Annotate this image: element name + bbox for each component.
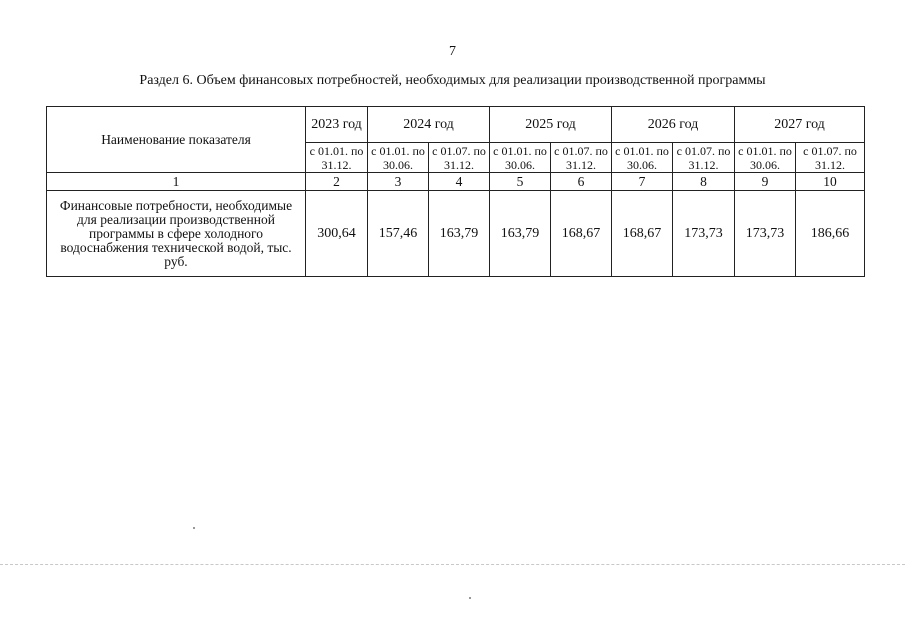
period-cell: с 01.01. по 31.12. <box>306 143 368 173</box>
indicator-name: Финансовые потребности, необходимые для реализации производственной программы в сфере холодного водоснабжения технической водой, тыс. руб. <box>47 191 306 277</box>
period-cell: с 01.01. по 30.06. <box>612 143 673 173</box>
period-cell: с 01.01. по 30.06. <box>490 143 551 173</box>
period-cell: с 01.07. по 31.12. <box>551 143 612 173</box>
column-number: 5 <box>490 173 551 191</box>
header-year-2026: 2026 год <box>612 107 735 143</box>
period-cell: с 01.01. по 30.06. <box>368 143 429 173</box>
scan-artifact-line <box>0 564 905 565</box>
value-cell: 168,67 <box>612 191 673 277</box>
value-cell: 163,79 <box>490 191 551 277</box>
value-cell: 173,73 <box>735 191 796 277</box>
column-number: 6 <box>551 173 612 191</box>
column-number: 1 <box>47 173 306 191</box>
column-number: 9 <box>735 173 796 191</box>
header-year-2023: 2023 год <box>306 107 368 143</box>
column-number: 4 <box>429 173 490 191</box>
value-cell: 168,67 <box>551 191 612 277</box>
header-indicator-name: Наименование показателя <box>47 107 306 173</box>
header-year-2024: 2024 год <box>368 107 490 143</box>
page-number: 7 <box>449 44 456 59</box>
header-year-2025: 2025 год <box>490 107 612 143</box>
section-title: Раздел 6. Объем финансовых потребностей, необходимых для реализации производственной программы <box>139 73 766 88</box>
column-number: 7 <box>612 173 673 191</box>
column-number: 3 <box>368 173 429 191</box>
period-cell: с 01.07. по 31.12. <box>429 143 490 173</box>
period-cell: с 01.01. по 30.06. <box>735 143 796 173</box>
financial-needs-table <box>46 106 865 277</box>
value-cell: 163,79 <box>429 191 490 277</box>
column-number: 8 <box>673 173 735 191</box>
period-cell: с 01.07. по 31.12. <box>673 143 735 173</box>
period-cell: с 01.07. по 31.12. <box>796 143 865 173</box>
scan-speck <box>469 597 471 599</box>
header-year-2027: 2027 год <box>735 107 865 143</box>
column-number: 10 <box>796 173 865 191</box>
value-cell: 173,73 <box>673 191 735 277</box>
scan-speck <box>193 527 195 529</box>
column-number: 2 <box>306 173 368 191</box>
value-cell: 157,46 <box>368 191 429 277</box>
value-cell: 300,64 <box>306 191 368 277</box>
value-cell: 186,66 <box>796 191 865 277</box>
